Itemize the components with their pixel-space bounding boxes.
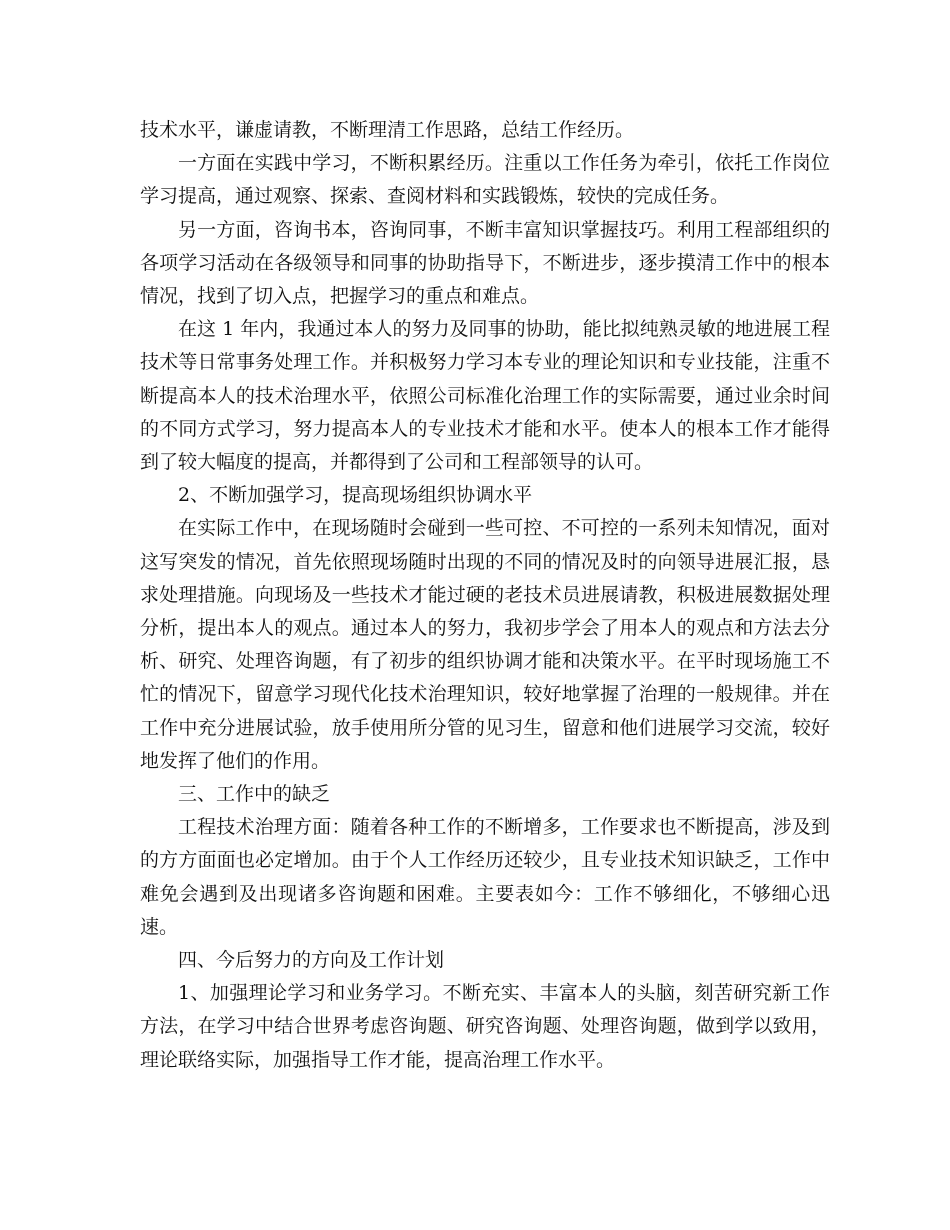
paragraph-consult-books: 另一方面，咨询书本，咨询同事，不断丰富知识掌握技巧。利用工程部组织的各项学习活动在各级领导和同事的协助指导下，不断进步，逐步摸清工作中的根本情况，找到了切入点，把握学习的重点和难点。 (140, 218, 830, 308)
paragraph-future-plan-1: 1、加强理论学习和业务学习。不断充实、丰富本人的头脑，刻苦研究新工作方法，在学习中结合世界考虑咨询题、研究咨询题、处理咨询题，做到学以致用，理论联络实际，加强指导工作才能，提高治理工作水平。 (140, 982, 830, 1071)
section-heading-future-plan: 四、今后努力的方向及工作计划 (178, 949, 445, 972)
document-body (140, 114, 830, 1077)
section-heading-2: 2、不断加强学习，提高现场组织协调水平 (178, 484, 533, 507)
paragraph-site-coordination: 在实际工作中，在现场随时会碰到一些可控、不可控的一系列未知情况，面对这写突发的情况，首先依照现场随时出现的不同的情况及时的向领导进展汇报，恳求处理措施。向现场及一些技术才能过硬的老技术员进展请教，积极进展数据处理分析，提出本人的观点。通过本人的努力，我初步学会了用本人的观点和方法去分析、研究、处理咨询题，有了初步的组织协调才能和决策水平。在平时现场施工不忙的情况下，留意学习现代化技术治理知识，较好地掌握了治理的一般规律。并在工作中充分进展试验，放手使用所分管的见习生，留意和他们进展学习交流，较好地发挥了他们的作用。 (140, 517, 830, 772)
paragraph-practice-learning: 一方面在实践中学习，不断积累经历。注重以工作任务为牵引，依托工作岗位学习提高，通过观察、探索、查阅材料和实践锻炼，较快的完成任务。 (140, 152, 830, 208)
paragraph-continuation: 技术水平，谦虚请教，不断理清工作思路，总结工作经历。 (140, 119, 635, 141)
section-heading-shortcomings: 三、工作中的缺乏 (178, 783, 331, 806)
paragraph-shortcomings: 工程技术治理方面：随着各种工作的不断增多，工作要求也不断提高，涉及到的方方面面也必定增加。由于个人工作经历还较少，且专业技术知识缺乏，工作中难免会遇到及出现诸多咨询题和困难。主要表如今：工作不够细化，不够细心迅速。 (140, 816, 830, 938)
paragraph-one-year-summary: 在这 1 年内，我通过本人的努力及同事的协助，能比拟纯熟灵敏的地进展工程技术等日常事务处理工作。并积极努力学习本专业的理论知识和专业技能，注重不断提高本人的技术治理水平，依照公司标准化治理工作的实际需要，通过业余时间的不同方式学习，努力提高本人的专业技术才能和水平。使本人的根本工作才能得到了较大幅度的提高，并都得到了公司和工程部领导的认可。 (140, 318, 830, 474)
